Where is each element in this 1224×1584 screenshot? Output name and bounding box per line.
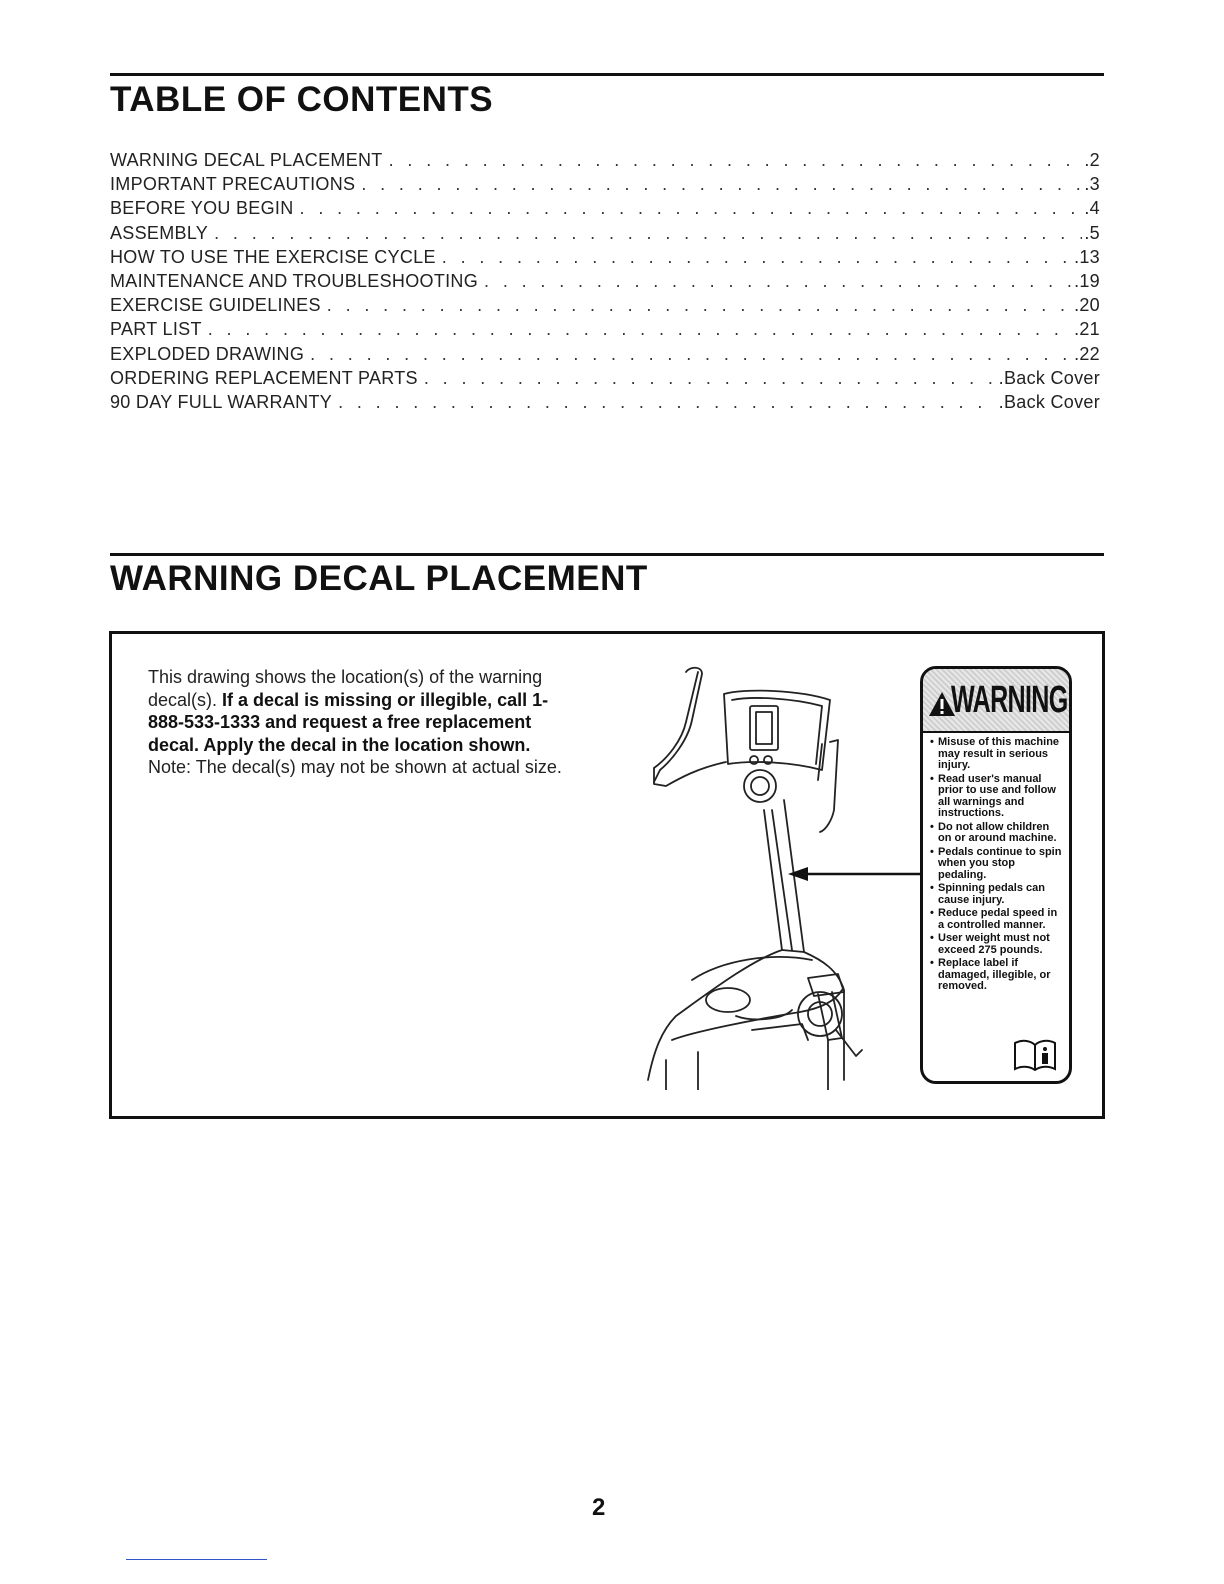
decal-intro-text (148, 666, 568, 779)
warning-decal-title: WARNING (951, 679, 1068, 721)
warning-decal-header (923, 669, 1069, 733)
toc-entry-title: 90 DAY FULL WARRANTY (110, 391, 333, 412)
toc-entry-title: IMPORTANT PRECAUTIONS (110, 174, 356, 195)
toc-entry-page: .3 (1084, 174, 1100, 195)
toc-entry (110, 342, 1100, 366)
warning-heading: WARNING DECAL PLACEMENT (110, 559, 648, 598)
toc-entry (110, 245, 1100, 269)
toc-entry (110, 390, 1100, 414)
toc-entry (110, 221, 1100, 245)
toc-entry-title: PART LIST (110, 319, 202, 340)
warning-decal-list (923, 733, 1069, 993)
toc-entry-page: .2 (1084, 150, 1100, 170)
toc-entry-title: EXPLODED DRAWING (110, 343, 305, 364)
toc-heading: TABLE OF CONTENTS (110, 80, 494, 119)
toc-dot-leader (214, 221, 1082, 245)
toc-entry-title: BEFORE YOU BEGIN (110, 198, 294, 219)
warning-decal-item: • Do not allow children on or around machine. (930, 822, 1064, 845)
toc-entry-title: ORDERING REPLACEMENT PARTS (110, 367, 418, 388)
warning-decal-item: • Read user's manual prior to use and follow all warnings and instructions. (930, 774, 1064, 820)
toc-entry-title: MAINTENANCE AND TROUBLESHOOTING (110, 270, 479, 291)
toc-dot-leader (300, 196, 1083, 220)
toc-list (110, 148, 1100, 414)
toc-entry (110, 269, 1100, 293)
warning-decal-item: • Pedals continue to spin when you stop pedaling. (930, 847, 1064, 882)
toc-entry-title: EXERCISE GUIDELINES (110, 295, 321, 316)
toc-dot-leader (310, 342, 1072, 366)
toc-entry (110, 172, 1100, 196)
toc-dot-leader (361, 172, 1082, 196)
warning-decal-item: • Reduce pedal speed in a controlled manner. (930, 908, 1064, 931)
toc-entry-page: .22 (1074, 343, 1100, 364)
intro-bold: If a decal is missing or illegible, call 1-888-533-1333 and request a free replacement decal. Apply the decal in the location shown. (148, 689, 549, 755)
toc-dot-leader (442, 245, 1072, 269)
toc-entry (110, 148, 1100, 172)
intro-plain-1: This drawing shows the location(s) of the warning decal(s). (148, 667, 543, 710)
toc-entry-title: HOW TO USE THE EXERCISE CYCLE (110, 246, 436, 267)
toc-entry-page: .Back Cover (998, 391, 1100, 412)
warning-decal-item: • Replace label if damaged, illegible, or removed. (930, 958, 1064, 993)
warning-decal (920, 666, 1072, 1084)
toc-entry-title: WARNING DECAL PLACEMENT (110, 150, 383, 170)
toc-top-rule (110, 73, 1104, 76)
toc-entry-page: .20 (1074, 295, 1100, 316)
toc-entry-page: .4 (1084, 198, 1100, 219)
warning-decal-item: • Misuse of this machine may result in serious injury. (930, 737, 1064, 772)
decal-placement-box (109, 631, 1105, 1119)
toc-entry (110, 196, 1100, 220)
page-number: 2 (592, 1494, 606, 1521)
toc-entry-page: .19 (1074, 270, 1100, 291)
toc-dot-leader (208, 317, 1072, 341)
warning-top-rule (110, 553, 1104, 556)
toc-entry (110, 317, 1100, 341)
manual-info-icon (1013, 1039, 1057, 1071)
toc-entry-page: .5 (1084, 222, 1100, 243)
toc-entry (110, 366, 1100, 390)
toc-dot-leader (338, 390, 997, 414)
footer-link-underline (126, 1559, 267, 1560)
toc-dot-leader (484, 269, 1072, 293)
toc-entry-page: .Back Cover (998, 367, 1100, 388)
toc-dot-leader (424, 366, 997, 390)
decal-location-arrow (788, 864, 926, 884)
intro-plain-2: Note: The decal(s) may not be shown at actual size. (148, 757, 562, 777)
toc-dot-leader (389, 148, 1083, 172)
toc-dot-leader (327, 293, 1072, 317)
toc-entry (110, 293, 1100, 317)
toc-entry-page: .13 (1074, 246, 1100, 267)
toc-entry-page: .21 (1074, 319, 1100, 340)
warning-decal-item: • Spinning pedals can cause injury. (930, 883, 1064, 906)
warning-decal-item: • User weight must not exceed 275 pounds. (930, 933, 1064, 956)
toc-entry-title: ASSEMBLY (110, 222, 209, 243)
